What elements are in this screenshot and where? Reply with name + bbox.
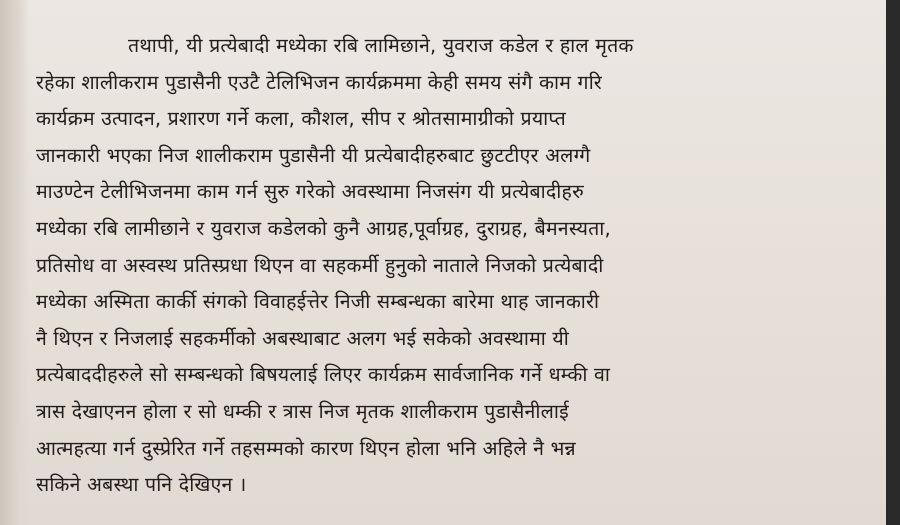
text-line-2: रहेका शालीकराम पुडासैनी एउटै टेलिभिजन कार्यक्रममा केही समय संगै काम गरि	[36, 70, 602, 94]
text-line-11: त्रास देखाएनन होला र सो धम्की र त्रास निज मृतक शालीकराम पुडासैनीलाई	[36, 399, 569, 423]
scan-dark-border	[886, 0, 900, 525]
text-line-6: मध्येका रबि लामीछाने र युवराज कडेलको कुनै आग्रह,पूर्वाग्रह, दुराग्रह, बैमनस्यता,	[36, 216, 611, 240]
text-line-12: आत्महत्या गर्न दुस्प्रेरित गर्ने तहसम्मको कारण थिएन होला भनि अहिले नै भन्न	[36, 436, 576, 460]
paper-left-edge	[0, 0, 30, 525]
text-line-3: कार्यक्रम उत्पादन, प्रशारण गर्ने कला, कौशल, सीप र श्रोतसामाग्रीको प्रयाप्त	[36, 107, 566, 131]
text-line-7: प्रतिसोध वा अस्वस्थ प्रतिस्प्रधा थिएन वा सहकर्मी हुनुको नाताले निजको प्रत्येबादी	[36, 253, 604, 277]
text-line-1: तथापी, यी प्रत्येबादी मध्येका रबि लामिछाने, युवराज कडेल र हाल मृतक	[128, 34, 634, 57]
document-paragraph	[36, 28, 866, 504]
text-line-8: मध्येका अस्मिता कार्की संगको विवाहईत्तेर निजी सम्बन्धका बारेमा थाह जानकारी	[36, 290, 600, 314]
text-line-5: माउण्टेन टेलीभिजनमा काम गर्न सुरु गरेको अवस्थामा निजसंग यी प्रत्येबादीहरु	[36, 180, 584, 204]
text-line-9: नै थिएन र निजलाई सहकर्मीको अबस्थाबाट अलग भई सकेको अवस्थामा यी	[36, 326, 569, 350]
text-line-4: जानकारी भएका निज शालीकराम पुडासैनी यी प्रत्येबादीहरुबाट छुटटीएर अलग्गै	[36, 143, 591, 167]
text-line-10: प्रत्येबाददीहरुले सो सम्बन्धको बिषयलाई लिएर कार्यक्रम सार्वजानिक गर्ने धम्की वा	[36, 363, 611, 387]
text-line-13: सकिने अबस्था पनि देखिएन ।	[36, 473, 247, 497]
